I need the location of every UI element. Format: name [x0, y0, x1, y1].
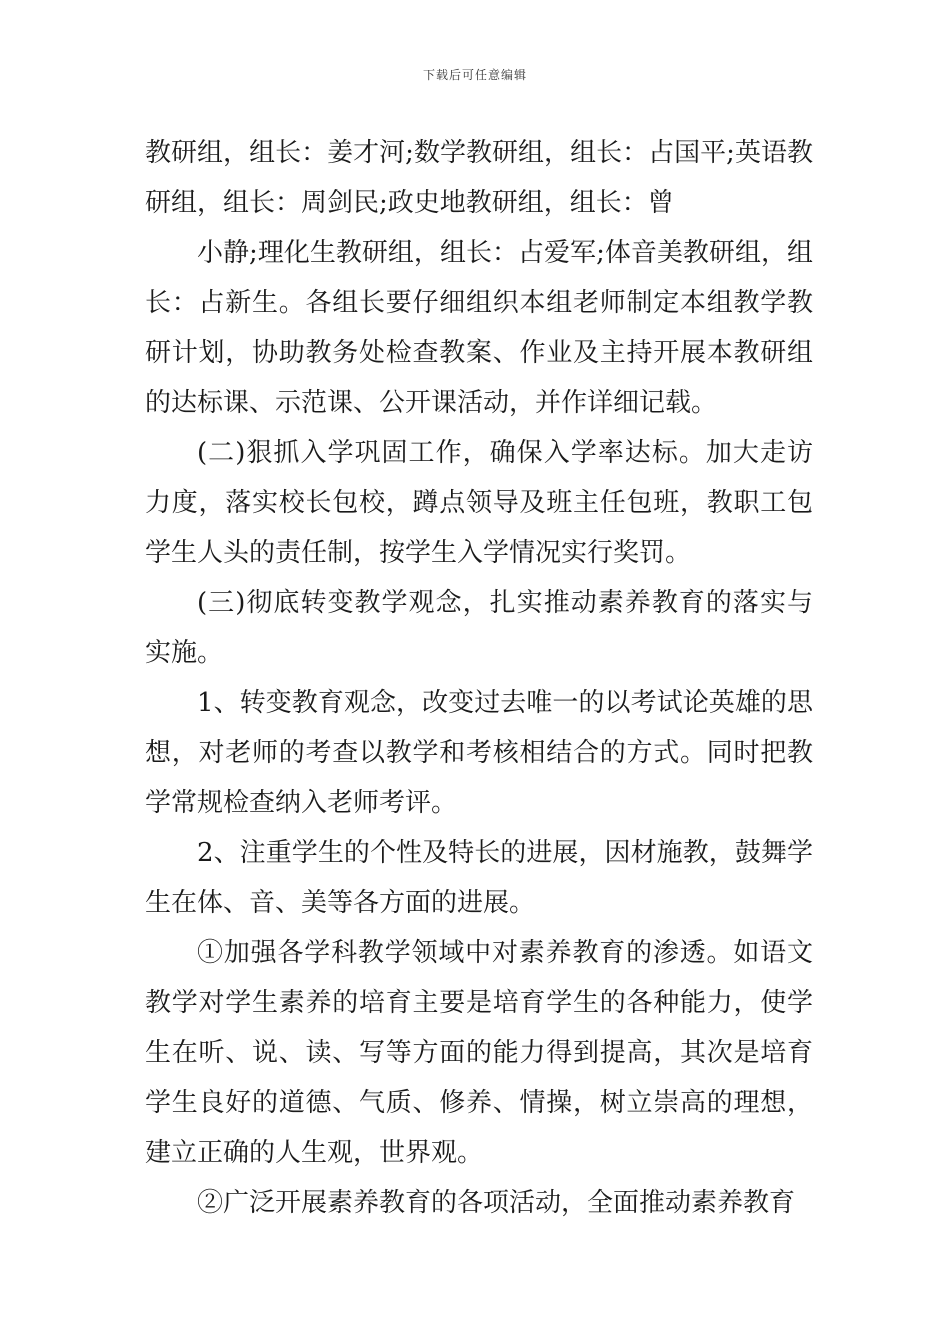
paragraph-groups-part2: 小静;理化生教研组，组长：占爱军;体音美教研组，组长：占新生。各组长要仔细组织本组老师制定本组教学教研计划，协助教务处检查教案、作业及主持开展本教研组的达标课、示范课、公开课活动，并作详细记载。	[145, 238, 813, 418]
document-body	[145, 128, 813, 1228]
paragraph-item-1: 1、转变教育观念，改变过去唯一的以考试论英雄的思想，对老师的考查以教学和考核相结合的方式。同时把教学常规检查纳入老师考评。	[145, 688, 813, 818]
paragraph-subitem-1: ①加强各学科教学领域中对素养教育的渗透。如语文教学对学生素养的培育主要是培育学生的各种能力，使学生在听、说、读、写等方面的能力得到提高，其次是培育学生良好的道德、气质、修养、情操，树立崇高的理想，建立正确的人生观，世界观。	[145, 938, 813, 1168]
paragraph-item-2: 2、注重学生的个性及特长的进展，因材施教，鼓舞学生在体、音、美等各方面的进展。	[145, 838, 813, 918]
paragraph-enrollment: (二)狠抓入学巩固工作，确保入学率达标。加大走访力度，落实校长包校，蹲点领导及班主任包班，教职工包学生人头的责任制，按学生入学情况实行奖罚。	[145, 438, 813, 568]
paragraph-subitem-2: ②广泛开展素养教育的各项活动，全面推动素养教育	[197, 1188, 796, 1218]
paragraph-groups-part1: 教研组，组长：姜才河;数学教研组，组长：占国平;英语教研组，组长：周剑民;政史地教研组，组长：曾	[145, 138, 813, 218]
download-note: 下载后可任意编辑	[422, 68, 527, 82]
paragraph-teaching-concept: (三)彻底转变教学观念，扎实推动素养教育的落实与实施。	[145, 588, 813, 668]
